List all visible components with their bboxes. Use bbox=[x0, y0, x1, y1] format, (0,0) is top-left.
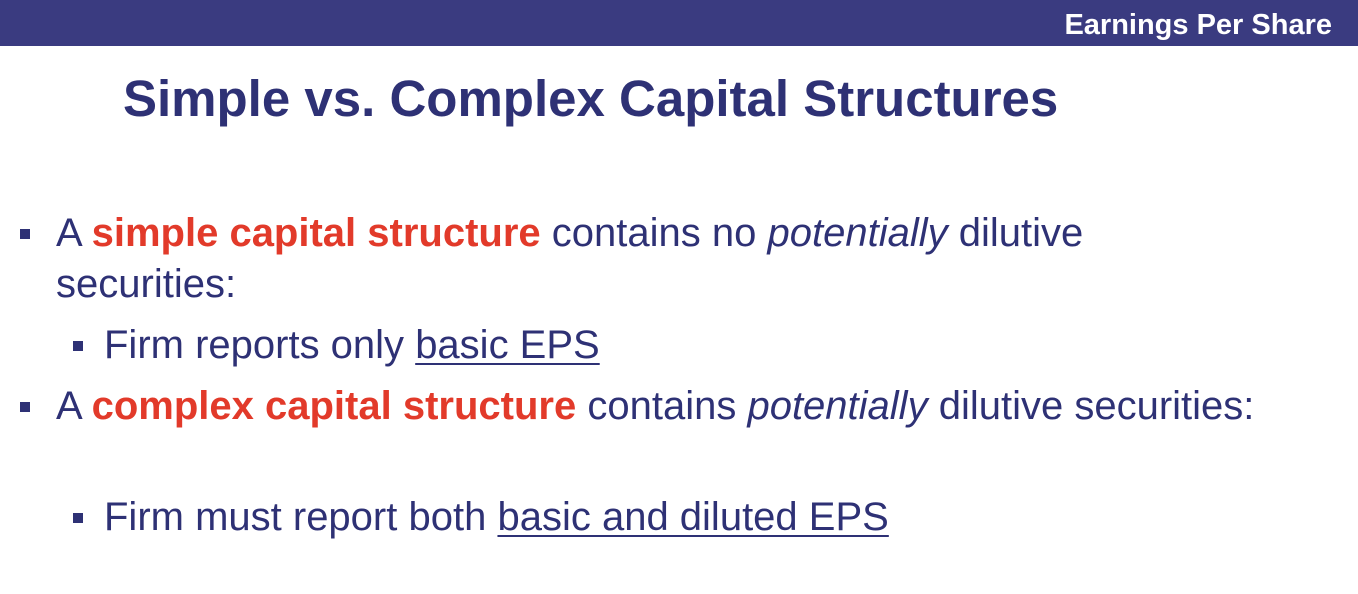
header-title: Earnings Per Share bbox=[1064, 9, 1332, 41]
underlined-basic-eps: basic EPS bbox=[415, 323, 600, 367]
sub-bullet-simple bbox=[104, 320, 1204, 371]
bullet-suffix-text: dilutive securities: bbox=[938, 384, 1255, 428]
sub-bullet-text: Firm reports only bbox=[104, 323, 405, 367]
header-bar bbox=[0, 0, 1358, 46]
sub-bullet-text: Firm must report both bbox=[104, 495, 487, 539]
bullet-simple-structure bbox=[56, 208, 1256, 310]
sub-bullet-complex bbox=[104, 492, 1204, 543]
square-bullet-icon bbox=[73, 341, 83, 351]
bullet-prefix: A bbox=[56, 211, 81, 255]
slide-title: Simple vs. Complex Capital Structures bbox=[123, 70, 1059, 127]
term-simple-capital-structure: simple capital structure bbox=[91, 211, 541, 255]
square-bullet-icon bbox=[20, 402, 30, 412]
bullet-prefix: A bbox=[56, 384, 81, 428]
square-bullet-icon bbox=[73, 513, 83, 523]
underlined-basic-and-diluted-eps: basic and diluted EPS bbox=[497, 495, 889, 539]
square-bullet-icon bbox=[20, 229, 30, 239]
bullet-mid-text: contains bbox=[587, 384, 737, 428]
emphasis-potentially: potentially bbox=[767, 211, 948, 255]
bullet-suffix-text: dilutive securities: bbox=[56, 211, 1084, 306]
bullet-complex-structure bbox=[56, 381, 1256, 432]
term-complex-capital-structure: complex capital structure bbox=[91, 384, 577, 428]
bullet-mid-text: contains no bbox=[551, 211, 757, 255]
emphasis-potentially: potentially bbox=[747, 384, 928, 428]
